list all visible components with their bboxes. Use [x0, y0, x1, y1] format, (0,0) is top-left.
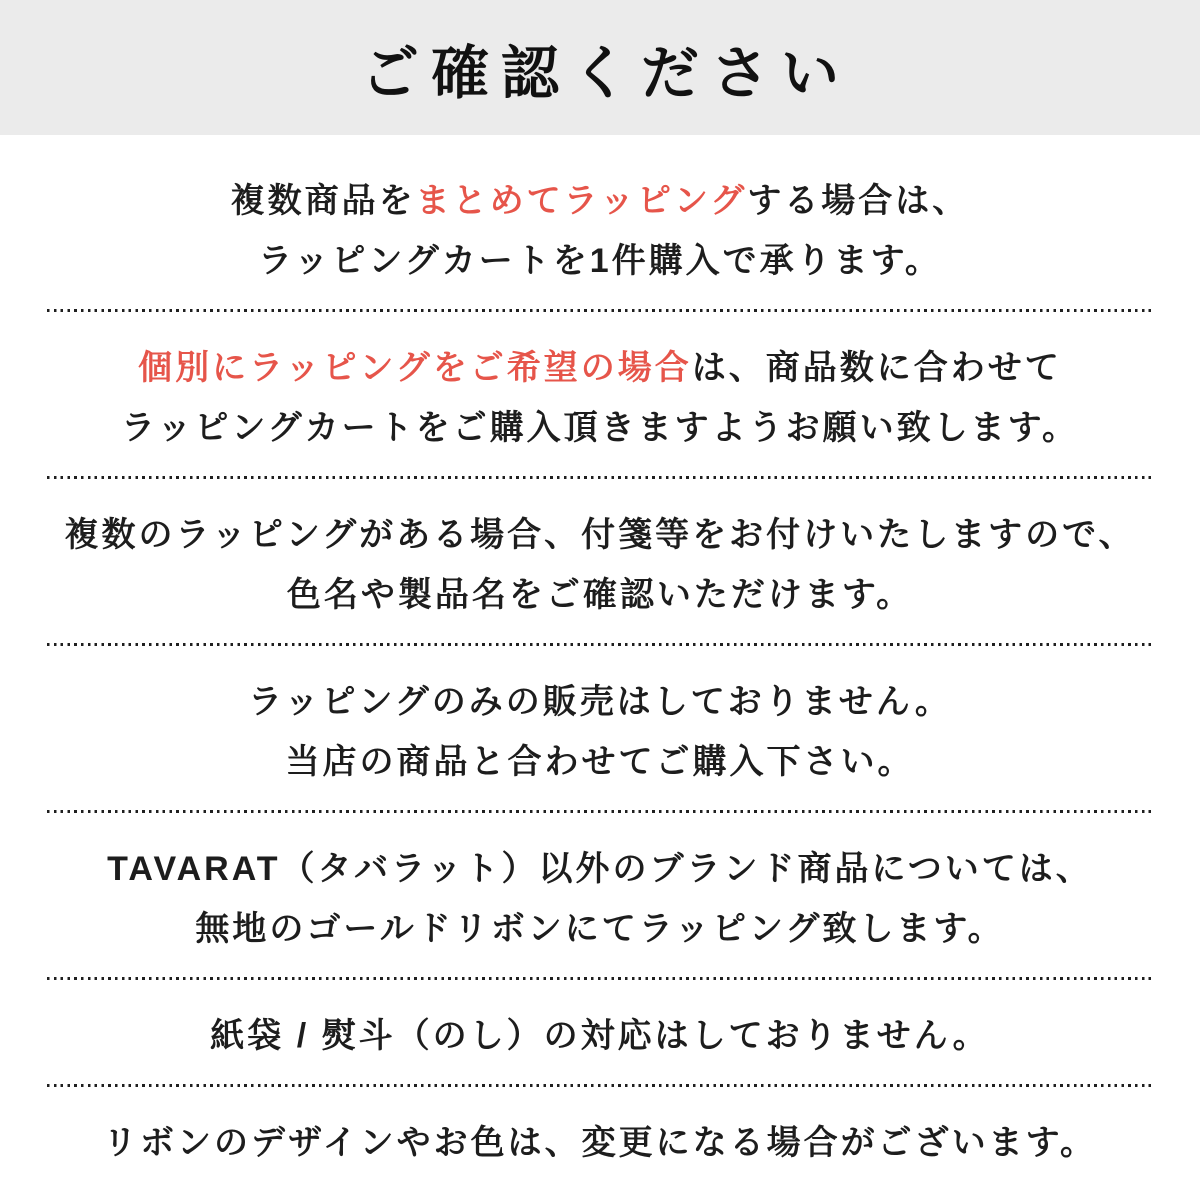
dotted-divider [47, 977, 1153, 980]
dotted-divider [47, 643, 1153, 646]
notice-section-other-brands [0, 839, 1200, 959]
notice-text: リボンのデザインやお色は、変更になる場合がございます。 [103, 1124, 1097, 1162]
notice-text: 色名や製品名をご確認いただけます。 [286, 576, 914, 614]
notice-line [0, 565, 1200, 625]
notice-line [0, 672, 1200, 732]
notice-line [0, 899, 1200, 959]
notice-line [0, 505, 1200, 565]
notice-section-individual-wrapping [0, 338, 1200, 458]
notice-line [0, 732, 1200, 792]
notice-text-highlight: 個別にラッピングをご希望の場合 [138, 349, 692, 387]
notice-line [0, 398, 1200, 458]
notice-header [0, 0, 1200, 135]
notice-text: は、商品数に合わせて [691, 349, 1062, 387]
notice-section-no-wrapping-only [0, 672, 1200, 792]
notice-section-ribbon-change [0, 1113, 1200, 1173]
notice-section-bulk-wrapping [0, 171, 1200, 291]
notice-text: TAVARAT（タバラット）以外のブランド商品については、 [107, 850, 1093, 888]
notice-line [0, 1113, 1200, 1173]
notice-text: 当店の商品と合わせてご購入下さい。 [285, 743, 915, 781]
notice-section-sticky-notes [0, 505, 1200, 625]
page-title: ご確認ください [360, 40, 851, 106]
notice-line [0, 338, 1200, 398]
notice-text: 無地のゴールドリボンにてラッピング致します。 [195, 910, 1005, 948]
notice-text: ラッピングカートをご購入頂きますようお願い致します。 [121, 409, 1079, 447]
dotted-divider [47, 810, 1153, 813]
notice-text: 複数のラッピングがある場合、付箋等をお付けいたしますので、 [64, 516, 1136, 554]
notice-section-no-paper-bag-noshi [0, 1006, 1200, 1066]
notice-text: する場合は、 [747, 182, 970, 220]
notice-line [0, 839, 1200, 899]
dotted-divider [47, 1084, 1153, 1087]
notice-text: ラッピングカートを1件購入で承ります。 [258, 242, 942, 280]
notice-text: 紙袋 / 熨斗（のし）の対応はしておりません。 [210, 1017, 990, 1055]
dotted-divider [47, 309, 1153, 312]
dotted-divider [47, 476, 1153, 479]
notice-line [0, 171, 1200, 231]
notice-text-highlight: まとめてラッピング [415, 182, 748, 220]
notice-text: 複数商品を [230, 182, 416, 220]
notice-line [0, 231, 1200, 291]
notice-text: ラッピングのみの販売はしておりません。 [248, 683, 952, 721]
notice-line [0, 1006, 1200, 1066]
